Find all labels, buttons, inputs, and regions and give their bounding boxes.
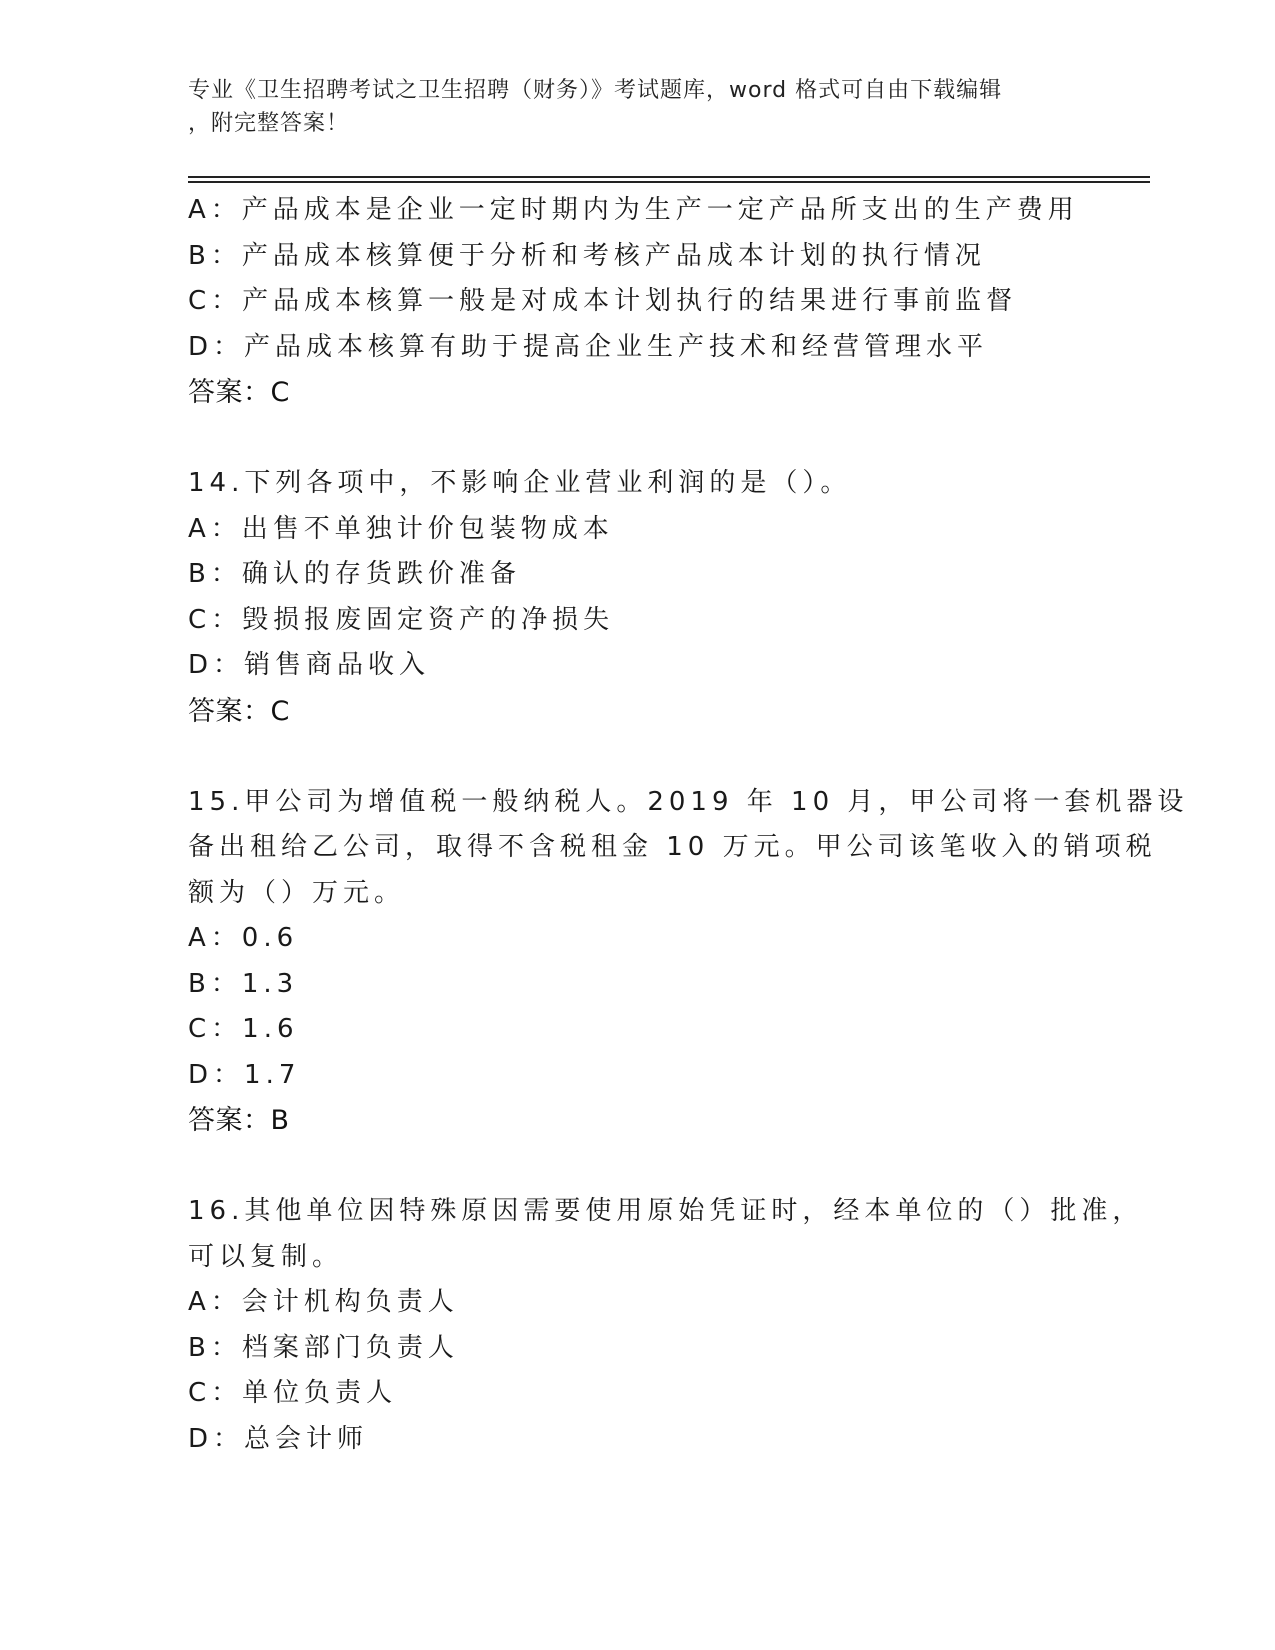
question-text: 15.甲公司为增值税一般纳税人。2019 年 10 月，甲公司将一套机器设 — [188, 786, 1189, 817]
option-a: A：0.6 — [188, 923, 299, 953]
question-text: 备出租给乙公司，取得不含税租金 10 万元。甲公司该笔收入的销项税 — [188, 832, 1157, 862]
header-line: 专业《卫生招聘考试之卫生招聘（财务）》考试题库，word 格式可自由下载编辑 — [188, 78, 1003, 103]
question-14 — [188, 461, 1088, 734]
option-c: C：单位负责人 — [188, 1378, 398, 1408]
spacer — [188, 416, 1088, 462]
option-c: C：毁损报废固定资产的净损失 — [188, 604, 615, 635]
question-text: 额为（）万元。 — [188, 877, 406, 908]
option-b: B：产品成本核算便于分析和考核产品成本计划的执行情况 — [188, 240, 986, 271]
option-a: A：会计机构负责人 — [188, 1287, 459, 1317]
option-b: B：确认的存货跌价准备 — [188, 559, 521, 589]
header-divider — [188, 176, 1150, 178]
option-b: B：1.3 — [188, 968, 299, 999]
question-13 — [188, 188, 1088, 416]
answer-line: 答案：B — [188, 1105, 290, 1136]
question-16 — [188, 1189, 1144, 1462]
option-c: C：产品成本核算一般是对成本计划执行的结果进行事前监督 — [188, 286, 1018, 316]
option-c: C：1.6 — [188, 1014, 299, 1044]
option-d: D：销售商品收入 — [188, 650, 431, 680]
option-d: D：1.7 — [188, 1059, 301, 1090]
option-d: D：总会计师 — [188, 1423, 369, 1454]
option-a: A：出售不单独计价包装物成本 — [188, 513, 614, 544]
question-text: 可以复制。 — [188, 1241, 344, 1272]
answer-line: 答案：C — [188, 377, 290, 408]
header-divider — [188, 181, 1150, 183]
answer-line: 答案：C — [188, 695, 290, 727]
document-header — [188, 74, 1088, 140]
question-15 — [188, 780, 1189, 1144]
question-text: 16.其他单位因特殊原因需要使用原始凭证时，经本单位的（）批准， — [188, 1196, 1144, 1226]
option-b: B：档案部门负责人 — [188, 1332, 459, 1363]
question-text: 14.下列各项中，不影响企业营业利润的是（）。 — [188, 468, 852, 498]
question-list — [188, 188, 1189, 1462]
option-d: D：产品成本核算有助于提高企业生产技术和经营管理水平 — [188, 331, 989, 362]
spacer — [188, 1144, 1088, 1190]
header-line: ，附完整答案！ — [188, 111, 350, 136]
spacer — [188, 734, 1088, 780]
option-a: A：产品成本是企业一定时期内为生产一定产品所支出的生产费用 — [188, 195, 1079, 225]
